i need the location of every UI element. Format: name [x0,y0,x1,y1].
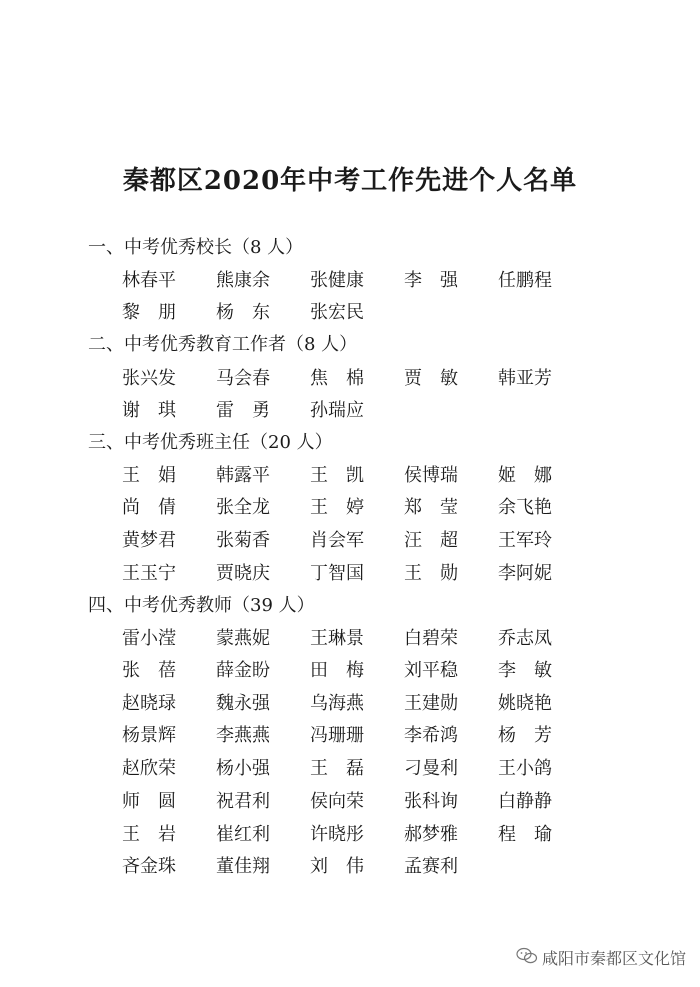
name-item: 侯博瑞 [404,465,458,486]
name-item: 焦 棉 [310,368,364,389]
name-item: 赵晓琭 [122,693,176,714]
name-item: 姚晓艳 [498,693,552,714]
name-row [122,298,404,324]
name-item: 李希鸿 [404,725,458,746]
name-item: 王琳景 [310,628,364,649]
name-row [122,526,592,552]
name-item: 孙瑞应 [310,400,364,421]
name-item: 谢 琪 [122,400,176,421]
name-item: 李 强 [404,270,458,291]
name-item: 白碧荣 [404,628,458,649]
name-item: 祝君利 [216,791,270,812]
name-item: 侯向荣 [310,791,364,812]
page-title: 秦都区2020年中考工作先进个人名单 [122,166,578,196]
name-row [122,396,404,422]
name-row [122,461,592,487]
name-item: 任鹏程 [498,270,552,291]
name-item: 吝金珠 [122,856,176,877]
name-item: 郑 莹 [404,497,458,518]
name-item: 马会春 [216,368,270,389]
name-item: 郝梦雅 [404,824,458,845]
name-item: 黄梦君 [122,530,176,551]
name-row [122,493,592,519]
name-item: 雷小滢 [122,628,176,649]
name-row [122,624,592,650]
name-row [122,559,592,585]
name-row [122,266,592,292]
watermark-text: 咸阳市秦都区文化馆 [541,949,686,968]
name-item: 刘平稳 [404,660,458,681]
name-item: 董佳翔 [216,856,270,877]
name-item: 蒙燕妮 [216,628,270,649]
source-watermark [516,946,686,969]
name-item: 张菊香 [216,530,270,551]
name-item: 魏永强 [216,693,270,714]
name-item: 韩露平 [216,465,270,486]
name-item: 王 凯 [310,465,364,486]
name-item: 余飞艳 [498,497,552,518]
name-row [122,689,592,715]
name-item: 丁智国 [310,563,364,584]
name-row [122,820,592,846]
name-item: 汪 超 [404,530,458,551]
name-item: 李阿妮 [498,563,552,584]
name-item: 白静静 [498,791,552,812]
name-item: 韩亚芳 [498,368,552,389]
name-item: 张全龙 [216,497,270,518]
name-item: 熊康余 [216,270,270,291]
section-heading-educators: 二、中考优秀教育工作者（8 人） [88,334,358,355]
name-item: 贾晓庆 [216,563,270,584]
name-item: 张 蓓 [122,660,176,681]
name-item: 王小鸽 [498,758,552,779]
name-item: 贾 敏 [404,368,458,389]
name-item: 杨 东 [216,302,270,323]
name-item: 薛金盼 [216,660,270,681]
name-item: 冯珊珊 [310,725,364,746]
name-item: 肖会军 [310,530,364,551]
name-item: 尚 倩 [122,497,176,518]
name-item: 张科询 [404,791,458,812]
name-item: 王玉宁 [122,563,176,584]
name-item: 王军玲 [498,530,552,551]
name-row [122,754,592,780]
name-row [122,787,592,813]
name-item: 张兴发 [122,368,176,389]
name-item: 乌海燕 [310,693,364,714]
wechat-icon [516,947,538,969]
name-item: 师 圆 [122,791,176,812]
name-item: 张健康 [310,270,364,291]
name-item: 刁曼利 [404,758,458,779]
name-item: 田 梅 [310,660,364,681]
name-row [122,721,592,747]
name-item: 崔红利 [216,824,270,845]
section-heading-principals: 一、中考优秀校长（8 人） [88,237,304,258]
name-item: 李燕燕 [216,725,270,746]
name-item: 杨景辉 [122,725,176,746]
name-item: 许晓彤 [310,824,364,845]
section-heading-teachers: 四、中考优秀教师（39 人） [88,595,315,616]
name-item: 王 婷 [310,497,364,518]
name-item: 李 敏 [498,660,552,681]
name-item: 张宏民 [310,302,364,323]
name-item: 王 勋 [404,563,458,584]
name-item: 杨 芳 [498,725,552,746]
name-item: 程 瑜 [498,824,552,845]
name-row [122,364,592,390]
name-item: 王建勋 [404,693,458,714]
name-row [122,852,498,878]
name-item: 孟赛利 [404,856,458,877]
name-item: 王 磊 [310,758,364,779]
name-item: 雷 勇 [216,400,270,421]
name-row [122,656,592,682]
name-item: 黎 朋 [122,302,176,323]
name-item: 王 岩 [122,824,176,845]
name-item: 刘 伟 [310,856,364,877]
name-item: 赵欣荣 [122,758,176,779]
name-item: 乔志凤 [498,628,552,649]
name-item: 杨小强 [216,758,270,779]
name-item: 林春平 [122,270,176,291]
section-heading-class-teachers: 三、中考优秀班主任（20 人） [88,432,333,453]
name-item: 姬 娜 [498,465,552,486]
name-item: 王 娟 [122,465,176,486]
